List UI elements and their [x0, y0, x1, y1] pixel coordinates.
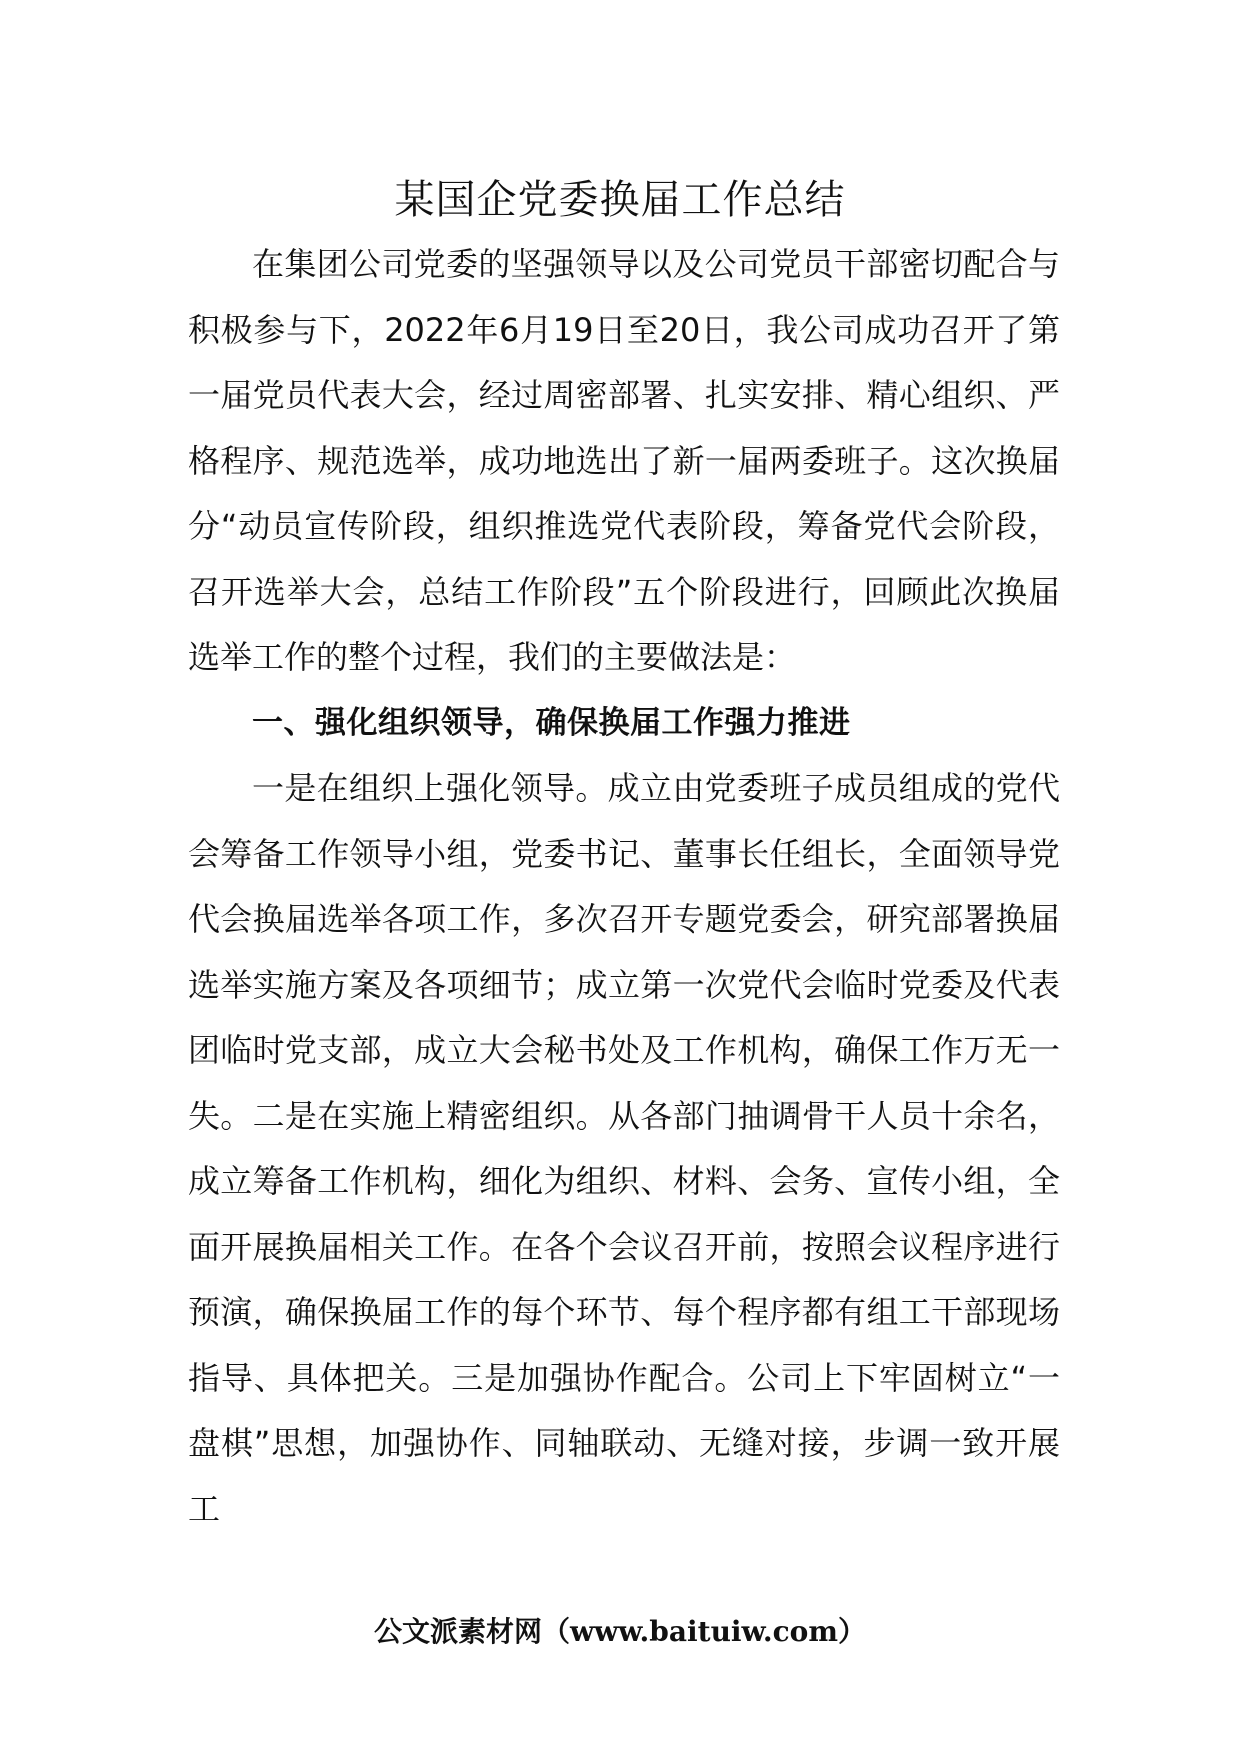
- document-title: 某国企党委换届工作总结: [394, 177, 846, 223]
- footer-watermark: 公文派素材网（www.baituiw.com）: [374, 1615, 866, 1648]
- document-body: [188, 232, 1060, 1542]
- intro-paragraph: 在集团公司党委的坚强领导以及公司党员干部密切配合与积极参与下，2022年6月19日至20日，我公司成功召开了第一届党员代表大会，经过周密部署、扎实安排、精心组织、严格程序、规范选举，成功地选出了新一届两委班子。这次换届分“动员宣传阶段，组织推选党代表阶段，筹备党代会阶段，召开选举大会，总结工作阶段”五个阶段进行，回顾此次换届选举工作的整个过程，我们的主要做法是：: [188, 245, 1060, 676]
- section-paragraph: 一是在组织上强化领导。成立由党委班子成员组成的党代会筹备工作领导小组，党委书记、董事长任组长，全面领导党代会换届选举各项工作，多次召开专题党委会，研究部署换届选举实施方案及各项细节；成立第一次党代会临时党委及代表团临时党支部，成立大会秘书处及工作机构，确保工作万无一失。二是在实施上精密组织。从各部门抽调骨干人员十余名，成立筹备工作机构，细化为组织、材料、会务、宣传小组，全面开展换届相关工作。在各个会议召开前，按照会议程序进行预演，确保换届工作的每个环节、每个程序都有组工干部现场指导、具体把关。三是加强协作配合。公司上下牢固树立“一盘棋”思想，加强协作、同轴联动、无缝对接，步调一致开展工: [188, 769, 1060, 1528]
- section-heading: 一、强化组织领导，确保换届工作强力推进: [252, 704, 851, 741]
